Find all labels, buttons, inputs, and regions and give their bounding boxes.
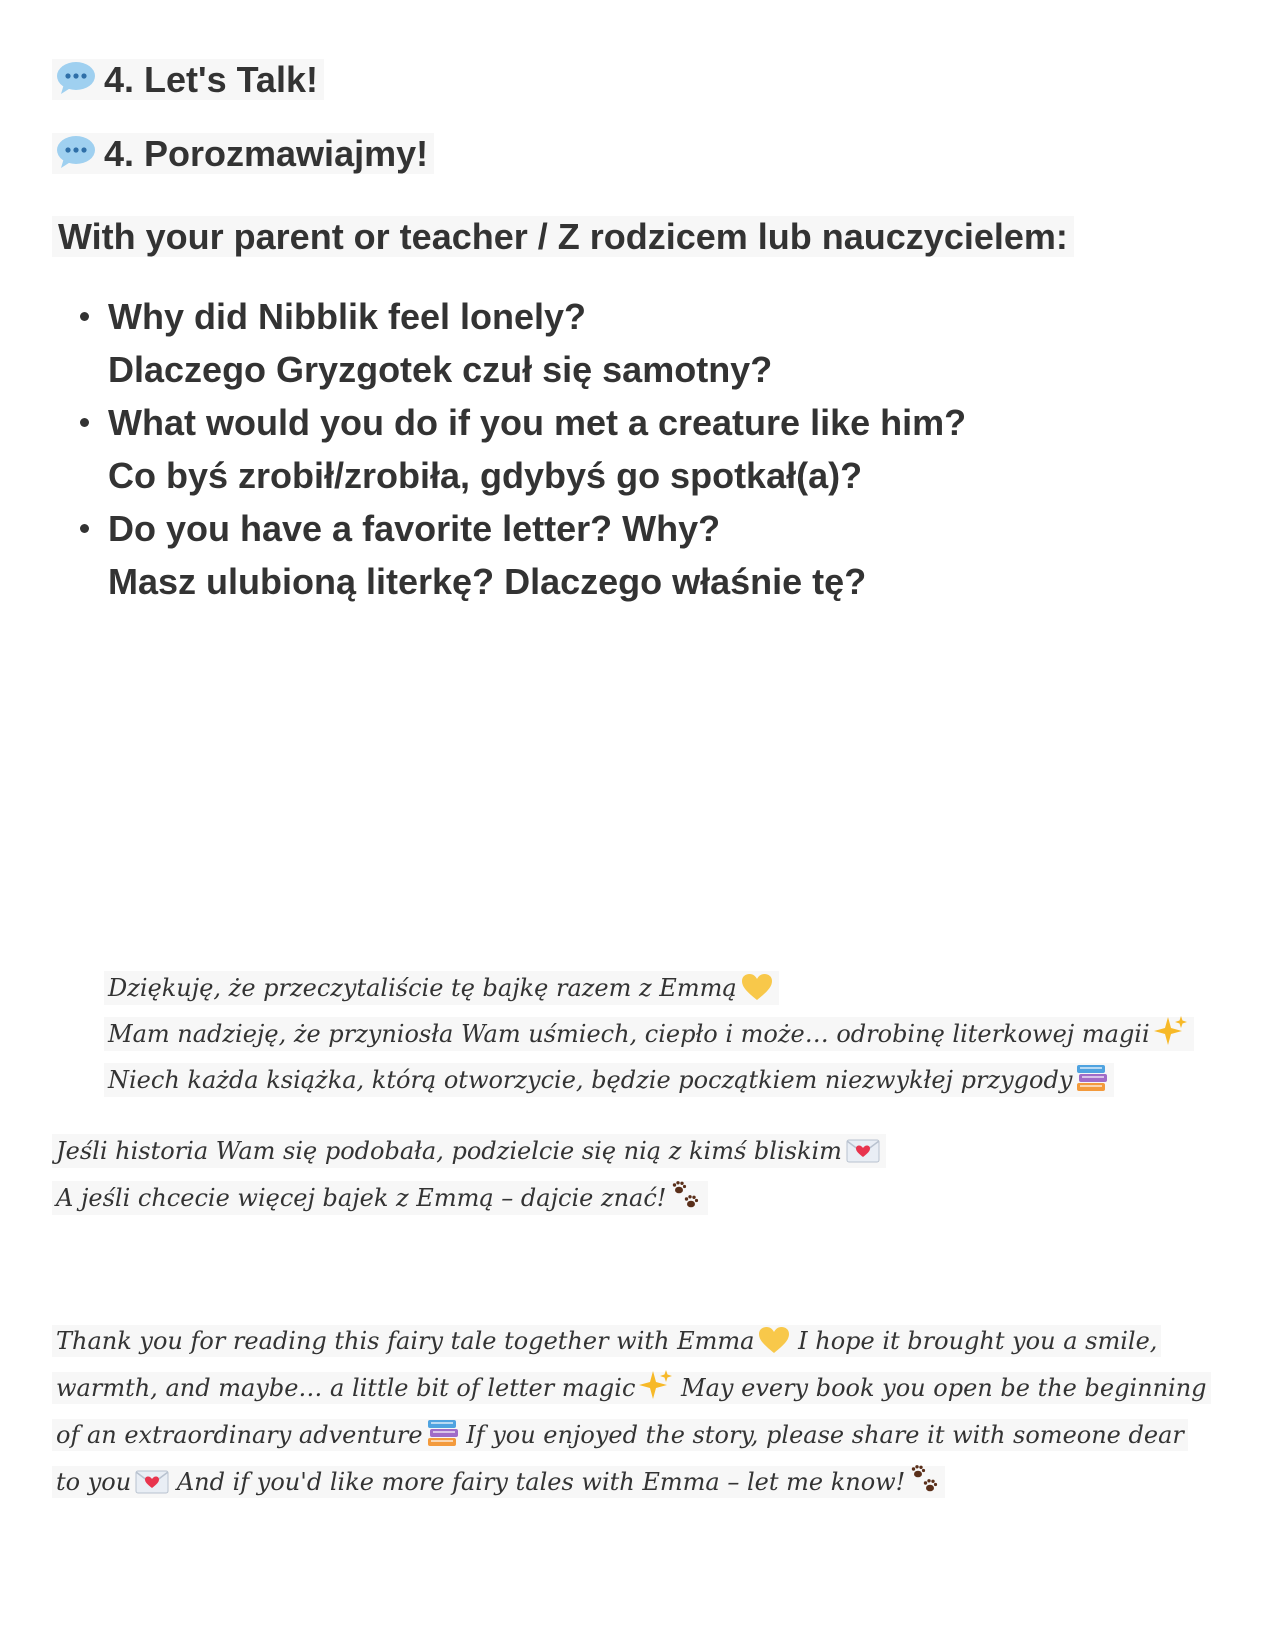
question-pl: Masz ulubioną literkę? Dlaczego właśnie tę? (108, 561, 867, 602)
paw-prints-icon (670, 1179, 702, 1211)
speech-bubble-icon (56, 134, 96, 170)
yellow-heart-icon (758, 1326, 790, 1354)
heading-en-text: 4. Let's Talk! (104, 59, 318, 100)
closing-pl-indented (104, 965, 1194, 1103)
list-item (108, 502, 966, 608)
sparkles-icon (1154, 1015, 1188, 1047)
closing-en-part5: And if you'd like more fairy tales with Emma – let me know! (176, 1468, 906, 1496)
list-item (108, 396, 966, 502)
closing-pl-line (104, 1011, 1194, 1057)
question-en: Do you have a favorite letter? Why? (108, 508, 721, 549)
closing-pl-line3: Niech każda książka, którą otworzycie, będzie początkiem niezwykłej przygody (108, 1066, 1073, 1094)
books-icon (427, 1418, 459, 1448)
question-pl: Dlaczego Gryzgotek czuł się samotny? (108, 349, 773, 390)
closing-en-part3: May every book you open be the beginning of an extraordinary adventure (56, 1374, 1207, 1449)
intro-line (52, 215, 1074, 259)
speech-bubble-icon (56, 60, 96, 96)
heading-en (52, 58, 324, 102)
books-icon (1076, 1063, 1108, 1093)
yellow-heart-icon (741, 973, 773, 1001)
paw-prints-icon (909, 1463, 941, 1495)
closing-pl-line (52, 1128, 886, 1175)
closing-pl-line1: Dziękuję, że przeczytaliście tę bajkę razem z Emmą (108, 974, 737, 1002)
question-pl: Co byś zrobił/zrobiła, gdybyś go spotkał(a)? (108, 455, 863, 496)
closing-en-part2: I hope it brought you a smile, warmth, and maybe… a little bit of letter magic (56, 1327, 1158, 1402)
list-item (108, 290, 966, 396)
closing-pl-line5: A jeśli chcecie więcej bajek z Emmą – dajcie znać! (56, 1184, 667, 1212)
heading-pl-text: 4. Porozmawiajmy! (104, 133, 429, 174)
question-list (108, 290, 966, 608)
love-letter-icon (846, 1138, 880, 1164)
love-letter-icon (135, 1469, 169, 1495)
intro-text: With your parent or teacher / Z rodzicem lub nauczycielem: (52, 216, 1074, 257)
heading-pl (52, 132, 434, 176)
question-en: What would you do if you met a creature like him? (108, 402, 967, 443)
question-en: Why did Nibblik feel lonely? (108, 296, 587, 337)
sparkles-icon (639, 1369, 673, 1401)
closing-pl-line2: Mam nadzieję, że przyniosła Wam uśmiech, ciepło i może… odrobinę literkowej magii (108, 1020, 1150, 1048)
closing-pl-block (52, 1128, 886, 1222)
closing-pl-line (104, 1057, 1194, 1103)
closing-pl-line4: Jeśli historia Wam się podobała, podzielcie się nią z kimś bliskim (56, 1137, 842, 1165)
closing-en-paragraph (52, 1318, 1212, 1506)
closing-en-part4: If you enjoyed the story, please share it with someone dear to you (56, 1421, 1184, 1496)
closing-pl-line (104, 965, 1194, 1011)
closing-pl-line (52, 1175, 886, 1222)
closing-en-part1: Thank you for reading this fairy tale together with Emma (56, 1327, 755, 1355)
